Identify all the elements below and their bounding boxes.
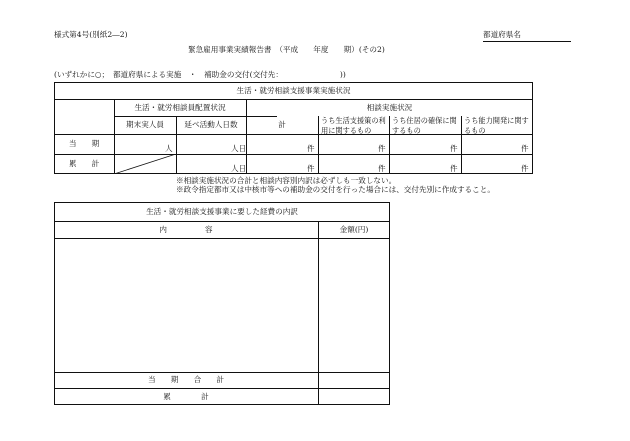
- expense-row-cumulative: 累 計: [163, 391, 209, 401]
- status-caption: 生活・就労相談支援事業実施状況: [236, 85, 351, 95]
- row-current-period: 当 期: [68, 139, 100, 149]
- prefecture-name-underline: [483, 41, 571, 42]
- col-staff-end: 期末実人員: [126, 120, 164, 130]
- unit-case-life-cumulative: 件: [378, 164, 386, 173]
- col-skill-development: うち能力開発に関するもの: [464, 116, 529, 135]
- prefecture-name-label: 都道府県名: [483, 30, 521, 39]
- expense-vrule: [318, 221, 319, 405]
- implementation-instruction: (いずれかに○； 都道府県による実施 ・ 補助金の交付(交付先： )): [54, 70, 346, 79]
- expense-rule-2: [54, 238, 390, 239]
- unit-case-housing-current: 件: [450, 144, 458, 153]
- unit-case-total-current: 件: [307, 144, 315, 153]
- consult-group-header: 相談実施状況: [366, 102, 413, 112]
- note-2: ※政令指定都市又は中核市等への補助金の交付を行った場合には、交付先別に作成すること。: [176, 185, 495, 194]
- unit-person-day-cumulative: 人日: [231, 164, 247, 173]
- unit-person-day-current: 人日: [231, 144, 247, 153]
- unit-case-skill-cumulative: 件: [521, 164, 529, 173]
- unit-case-housing-cumulative: 件: [450, 164, 458, 173]
- document-title: 緊急雇用事業実績報告書 （平成 年度 期）(その2): [188, 45, 385, 54]
- expense-col-amount: 金額(円): [339, 224, 369, 234]
- expense-row-current-total: 当 期 合 計: [148, 375, 224, 385]
- col-life-support: うち生活支援策の利用に関するもの: [321, 116, 386, 135]
- unit-person-current: 人: [165, 144, 173, 153]
- staff-group-header: 生活・就労相談員配置状況: [134, 102, 226, 112]
- expense-col-content: 内 容: [159, 224, 213, 234]
- expense-caption: 生活・就労相談支援事業に要した経費の内訳: [146, 206, 298, 216]
- form-number: 様式第4号(別紙2―2): [54, 30, 128, 39]
- diagonal-slash: [114, 154, 176, 174]
- unit-case-life-current: 件: [378, 144, 386, 153]
- unit-case-total-cumulative: 件: [307, 164, 315, 173]
- col-staff-days: 延べ活動人日数: [184, 120, 238, 130]
- col-total: 計: [278, 120, 286, 130]
- col-housing: うち住居の確保に関するもの: [392, 116, 457, 135]
- unit-case-skill-current: 件: [521, 144, 529, 153]
- row-cumulative: 累 計: [68, 159, 100, 169]
- note-1: ※相談実施状況の合計と相談内容別内訳は必ずしも一致しない。: [176, 176, 397, 185]
